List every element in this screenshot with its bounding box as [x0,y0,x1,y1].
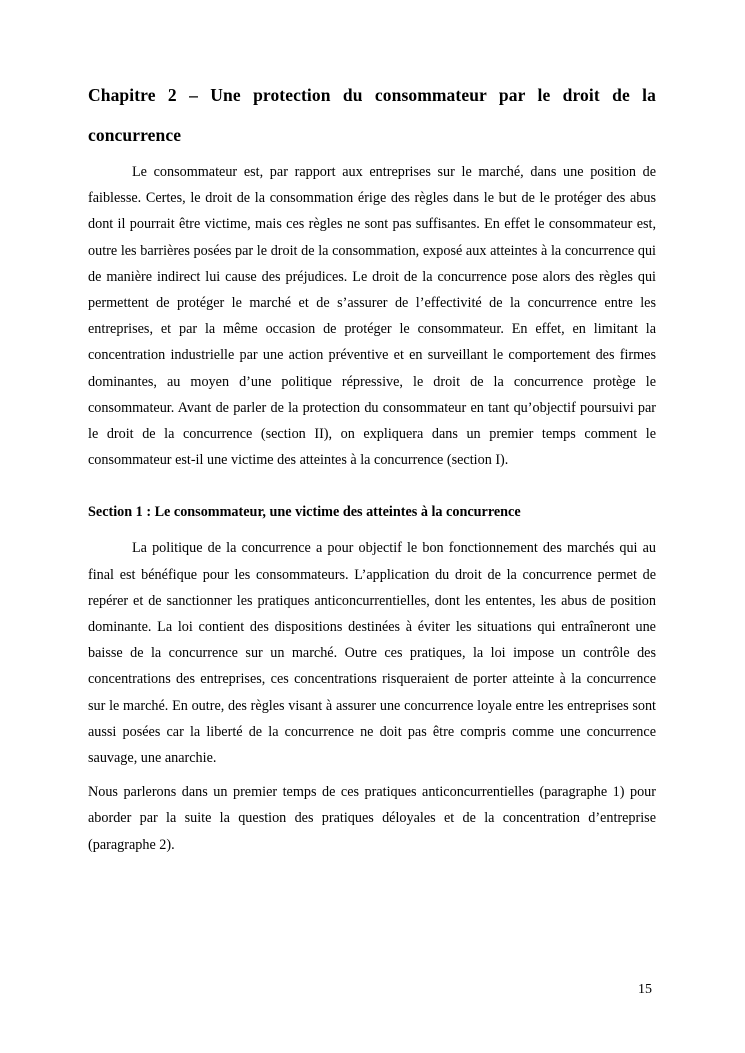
page-number: 15 [638,982,652,997]
intro-paragraph: Le consommateur est, par rapport aux entreprises sur le marché, dans une position de faiblesse. Certes, le droit de la consommation érige des règles dans le but de le protéger des abus dont il pourrait être victime, mais ces règles ne sont pas suffisantes. En effet le consommateur est, outre les barrières posées par le droit de la consommation, exposé aux atteintes à la concurrence qui de manière indirect lui cause des préjudices. Le droit de la concurrence pose alors des règles qui permettent de protéger le marché et de s’assurer de l’effectivité de la concurrence entre les entreprises, et par la même occasion de protéger le consommateur. En effet, en limitant la concentration industrielle par une action préventive et en surveillant le comportement des firmes dominantes, au moyen d’une politique répressive, le droit de la concurrence protège le consommateur. Avant de parler de la protection du consommateur en tant qu’objectif poursuivi par le droit de la concurrence (section II), on expliquera dans un premier temps comment le consommateur est-il une victime des atteintes à la concurrence (section I). [88,164,656,469]
closing-paragraph: Nous parlerons dans un premier temps de ces pratiques anticoncurrentielles (paragraphe 1) pour aborder par la suite la question des pratiques déloyales et de la concentration d’entreprise (paragraphe 2). [88,784,656,853]
section-title: Section 1 : Le consommateur, une victime des atteintes à la concurrence [88,504,521,521]
document-page [88,75,656,858]
section-paragraph: La politique de la concurrence a pour objectif le bon fonctionnement des marchés qui au final est bénéfique pour les consommateurs. L’application du droit de la concurrence permet de repérer et de sanctionner les pratiques anticoncurrentielles, dont les ententes, les abus de position dominante. La loi contient des dispositions destinées à éviter les situations qui entraîneront une baisse de la concurrence sur un marché. Outre ces pratiques, la loi impose un contrôle des concentrations des entreprises, ces concentrations risqueraient de porter atteinte à la concurrence sur le marché. En outre, des règles visant à assurer une concurrence loyale entre les entreprises sont aussi posées car la liberté de la concurrence ne doit pas être compris comme une concurrence sauvage, une anarchie. [88,540,656,767]
chapter-title: Chapitre 2 – Une protection du consommateur par le droit de la concurrence [88,85,656,145]
